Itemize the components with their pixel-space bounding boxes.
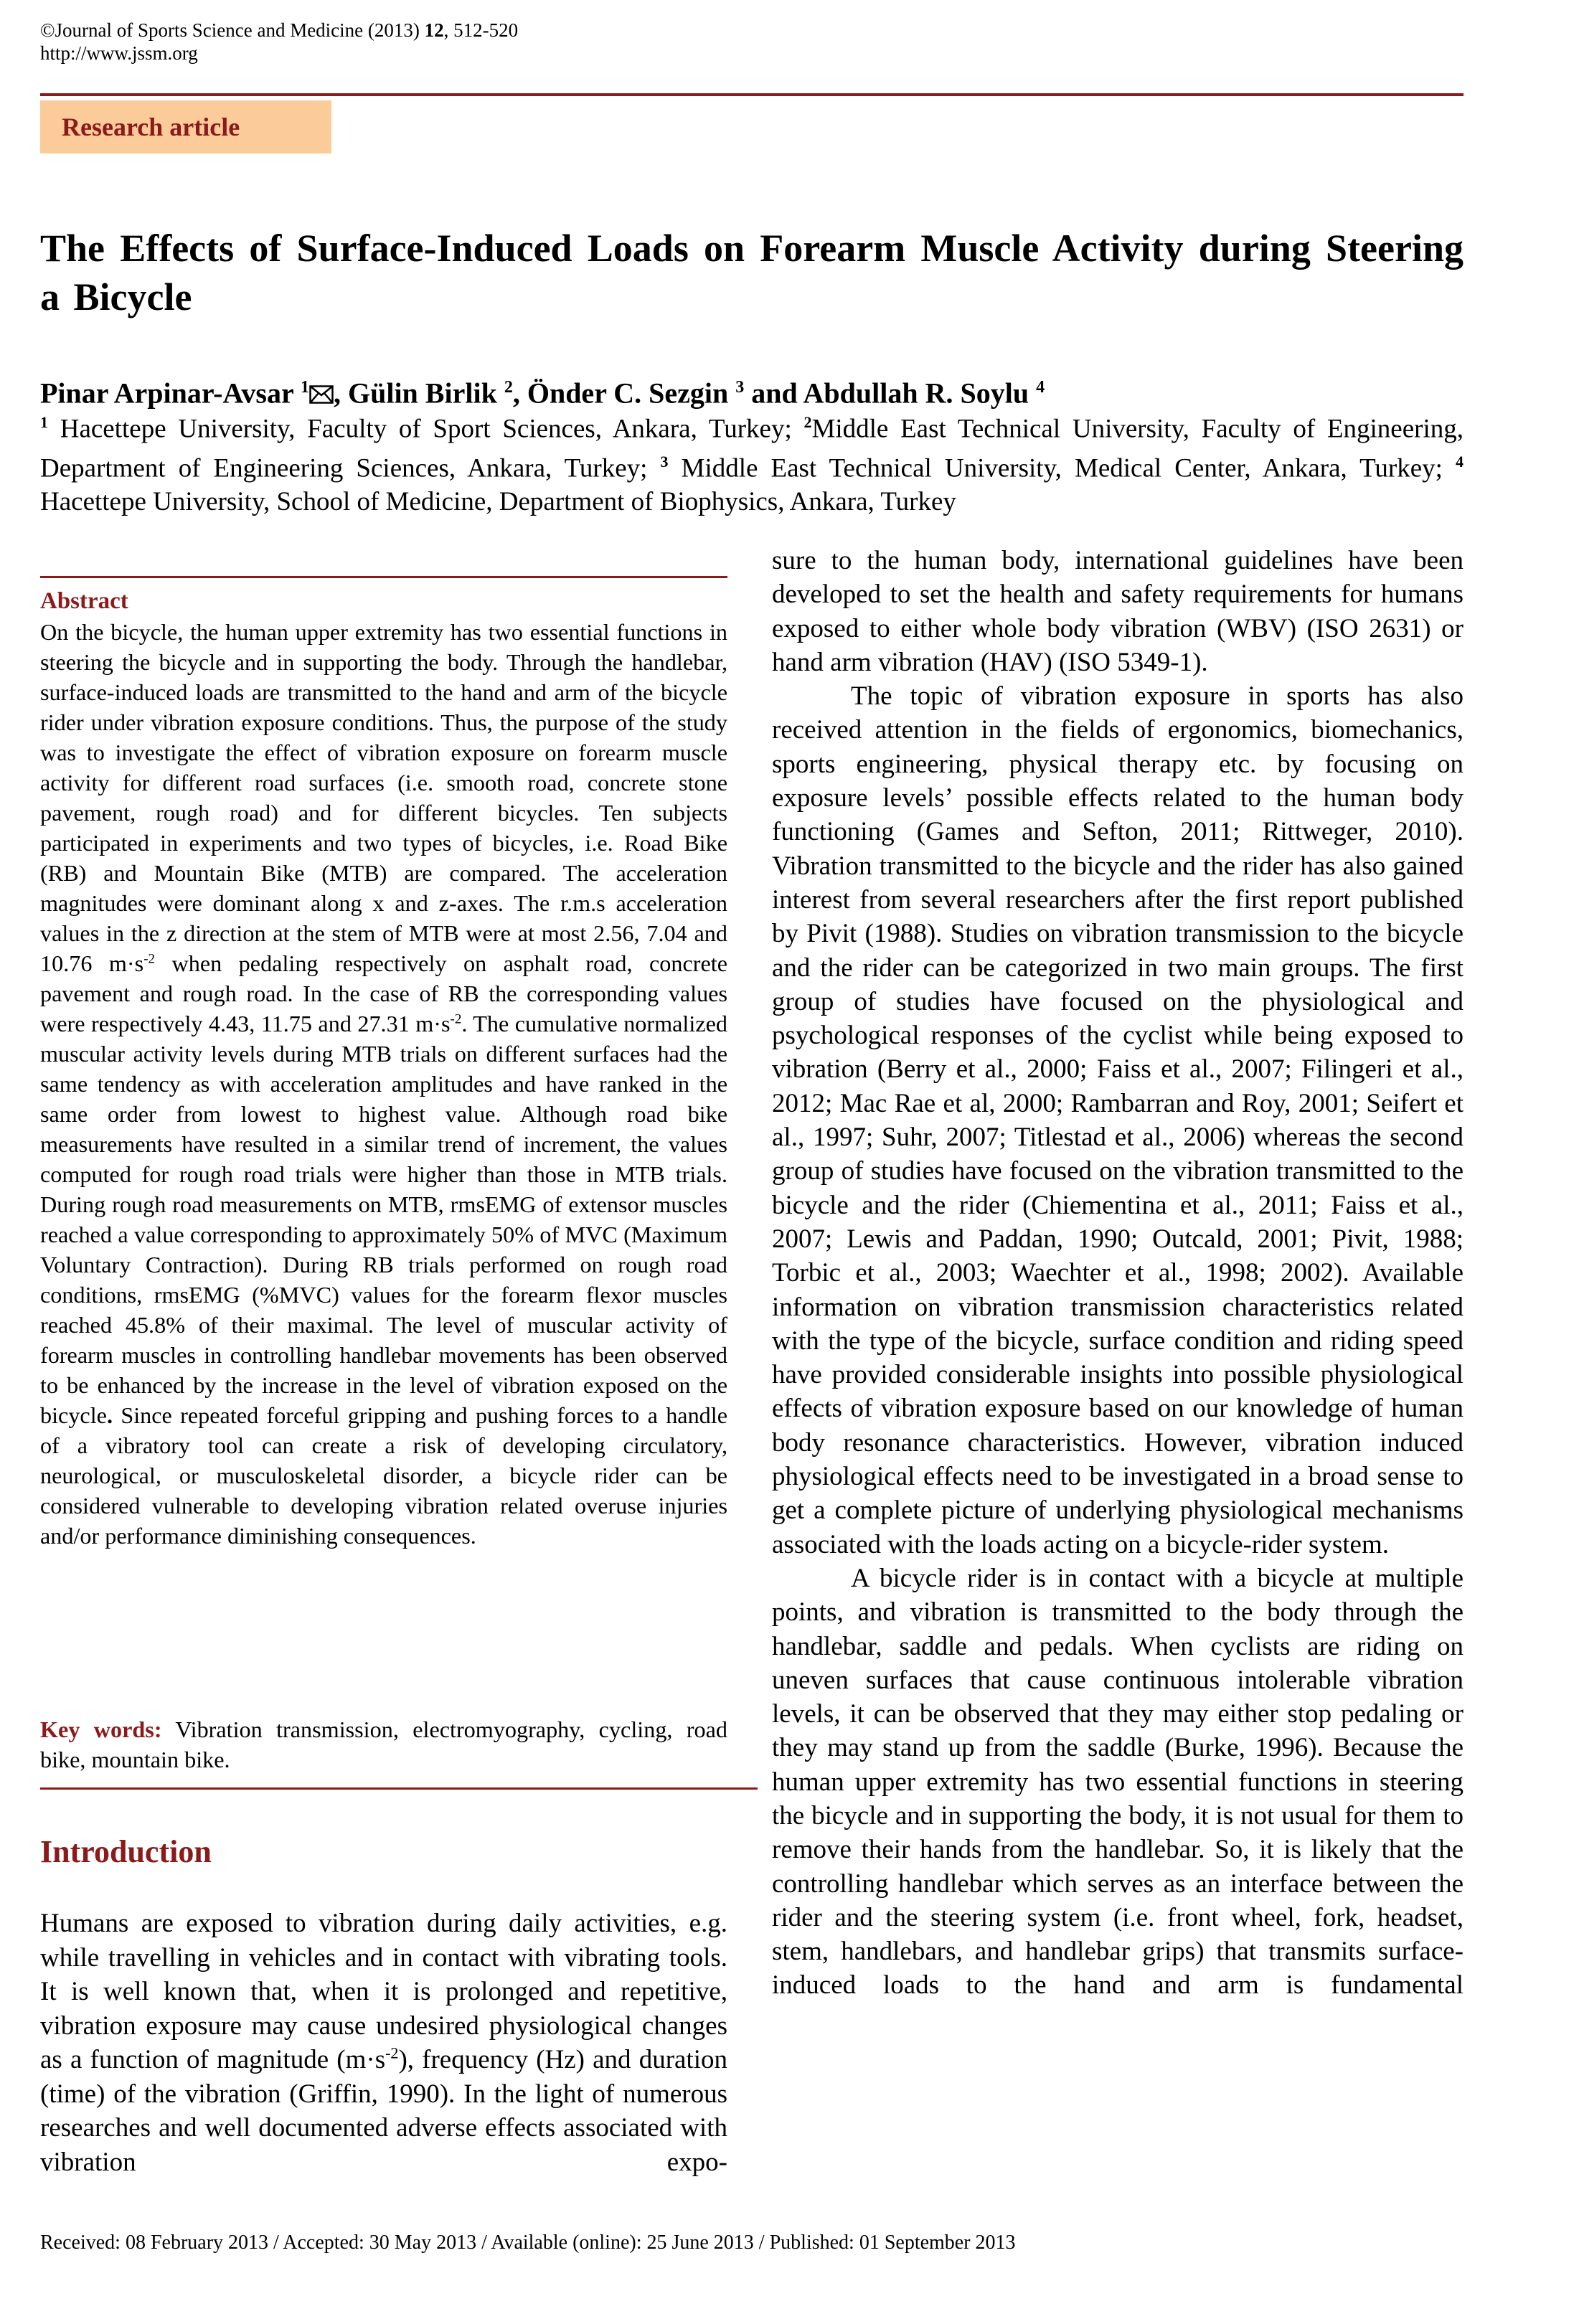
introduction-heading: Introduction (40, 1834, 212, 1869)
header-divider (40, 93, 1463, 96)
author-name: , Gülin Birlik (333, 377, 504, 410)
affiliation-sup: 4 (1455, 453, 1463, 471)
author-name: Pinar Arpinar-Avsar (40, 377, 301, 410)
paragraph: sure to the human body, international guidelines have been developed to set the health and safety requirements for humans exposed to either whole body vibration (WBV) (ISO 2631) or hand arm vibration (HAV) (ISO 5349-1). (772, 546, 1463, 677)
abstract-body (40, 617, 727, 1551)
right-column (772, 544, 1463, 2003)
affiliations (40, 406, 1463, 519)
journal-url[interactable]: http://www.jssm.org (40, 42, 198, 64)
affiliation-sup: 1 (40, 413, 48, 431)
author-sup: 4 (1036, 378, 1045, 397)
envelope-icon[interactable] (309, 376, 334, 395)
abstract-bold-period: . (106, 1402, 113, 1428)
author-name: , Önder C. Sezgin (512, 377, 736, 410)
abstract-heading: Abstract (40, 588, 128, 614)
article-type-badge: Research article (40, 100, 331, 153)
abstract-divider (40, 576, 727, 578)
keywords-text: Vibration transmission, electromyography, cycling, road bike, mountain bike. (40, 1716, 728, 1772)
journal-pages: , 512-520 (443, 19, 519, 41)
abstract-text: On the bicycle, the human upper extremity has two essential functions in steering the bicycle and in supporting the body. Through the handlebar, surface-induced loads are transmitted to the hand and arm of the bicycle rider under vibration exposure conditions. Thus, the purpose of the study was to investigate the effect of vibration exposure on forearm muscle activity for different road surfaces (i.e. smooth road, concrete stone pavement, rough road) and for different bicycles. Ten subjects participated in experiments and two types of bicycles, i.e. Road Bike (RB) and Mountain Bike (MTB) are compared. The acceleration magnitudes were dominant along x and z-axes. The r.m.s acceleration values in the z direction at the stem of MTB were at most 2.56, 7.04 and 10.76 m·s (40, 619, 727, 976)
abstract-sup: -2 (450, 1011, 462, 1027)
author-name: and Abdullah R. Soylu (744, 377, 1037, 410)
keywords-label: Key words: (40, 1716, 162, 1742)
affiliation-text: Middle East Technical University, Faculty of Engineering, Department of Engineering Sciences, Ankara, Turkey; (40, 414, 1463, 483)
introduction-left-column (40, 1907, 727, 2179)
intro-text: ), frequency (Hz) and duration (time) of the vibration (Griffin, 1990). In the light of numerous researches and well documented adverse effects associated with vibration expo- (40, 2045, 728, 2177)
intro-text: Humans are exposed to vibration during daily activities, e.g. while travelling in vehicles and in contact with vibrating tools. It is well known that, when it is prolonged and repetitive, vibration exposure may cause undesired physiological changes as a function of magnitude (m·s (40, 1909, 727, 2074)
affiliation-text: Middle East Technical University, Medical Center, Ankara, Turkey; (668, 453, 1456, 483)
abstract-sup: -2 (143, 951, 156, 967)
affiliation-text: Hacettepe University, Faculty of Sport Sciences, Ankara, Turkey; (48, 414, 804, 444)
intro-sup: -2 (385, 2044, 399, 2062)
affiliation-text: Hacettepe University, School of Medicine, Department of Biophysics, Ankara, Turkey (40, 486, 956, 516)
affiliation-sup: 2 (803, 413, 812, 431)
journal-volume: 12 (424, 19, 444, 41)
paragraph: The topic of vibration exposure in sports has also received attention in the fields of ergonomics, biomechanics, sports engineering, physical therapy etc. by focusing on exposure levels’ possible effects related to the human body functioning (Games and Sefton, 2011; Rittweger, 2010). Vibration transmitted to the bicycle and the rider has also gained interest from several researchers after the first report published by Pivit (1988). Studies on vibration transmission to the bicycle and the rider can be categorized in two main groups. The first group of studies have focused on the physiological and psychological responses of the cyclist while being exposed to vibration (Berry et al., 2000; Faiss et al., 2007; Filingeri et al., 2012; Mac Rae et al, 2000; Rambarran and Roy, 2001; Seifert et al., 1997; Suhr, 2007; Titlestad et al., 2006) whereas the second group of studies have focused on the vibration transmitted to the bicycle and the rider (Chiementina et al., 2011; Faiss et al., 2007; Lewis and Paddan, 1990; Outcald, 2001; Pivit, 1988; Torbic et al., 2003; Waechter et al., 1998; 2002). Available information on vibration transmission characteristics related with the type of the bicycle, surface condition and riding speed have provided considerable insights into possible physiological effects of vibration exposure based on our knowledge of human body resonance characteristics. However, vibration induced physiological effects need to be investigated in a broad sense to get a complete picture of underlying physiological mechanisms associated with the loads acting on a bicycle-rider system. (772, 681, 1463, 1559)
paragraph: A bicycle rider is in contact with a bicycle at multiple points, and vibration is transmitted to the body through the handlebar, saddle and pedals. When cyclists are riding on uneven surfaces that cause continuous intolerable vibration levels, it can be observed that they may either stop pedaling or they may stand up from the saddle (Burke, 1996). Because the human upper extremity has two essential functions in steering the bicycle and in supporting the body, it is not usual for them to remove their hands from the handlebar. So, it is likely that the controlling handlebar which serves as an interface between the rider and the steering system (i.e. front wheel, fork, headset, stem, handlebars, and handlebar grips) that transmits surface-induced loads to the hand and arm is fundamental (772, 1563, 1463, 2001)
publication-dates: Received: 08 February 2013 / Accepted: 30 May 2013 / Available (online): 25 June 2013 / Published: 01 September 2013 (40, 2231, 1016, 2254)
abstract-text: Since repeated forceful gripping and pushing forces to a handle of a vibratory tool can create a risk of developing circulatory, neurological, or musculoskeletal disorder, a bicycle rider can be considered vulnerable to developing vibration related overuse injuries and/or performance diminishing consequences. (40, 1402, 727, 1549)
abstract-text: when pedaling respectively on asphalt road, concrete pavement and rough road. In the case of RB the corresponding values were respectively 4.43, 11.75 and 27.31 m·s (40, 950, 727, 1036)
keywords-divider (40, 1787, 758, 1790)
keywords (40, 1714, 727, 1775)
journal-citation (40, 19, 518, 42)
author-sup: 2 (504, 378, 513, 397)
author-sup: 1 (300, 378, 309, 397)
abstract-text: . The cumulative normalized muscular activity levels during MTB trials on different surfaces had the same tendency as with acceleration amplitudes and have ranked in the same order from lowest to highest value. Although road bike measurements have resulted in a similar trend of increment, the values computed for rough road trials were higher than those in MTB trials. During rough road measurements on MTB, rmsEMG of extensor muscles reached a value corresponding to approximately 50% of MVC (Maximum Voluntary Contraction). During RB trials performed on rough road conditions, rmsEMG (%MVC) values for the forearm flexor muscles reached 45.8% of their maximal. The level of muscular activity of forearm muscles in controlling handlebar movements has been observed to be enhanced by the increase in the level of vibration exposed on the bicycle (40, 1011, 727, 1428)
article-title: The Effects of Surface-Induced Loads on Forearm Muscle Activity during Steering a Bicycle (40, 227, 1463, 318)
author-sup: 3 (735, 378, 745, 397)
affiliation-sup: 3 (660, 453, 669, 471)
journal-prefix: ©Journal of Sports Science and Medicine (2013) (40, 19, 425, 41)
